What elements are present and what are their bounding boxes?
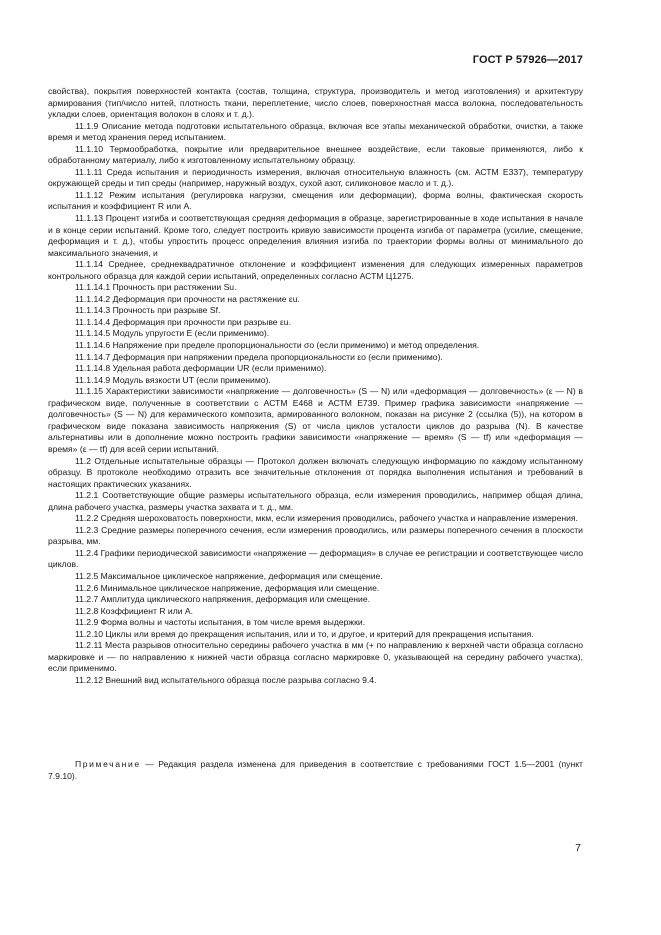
paragraph: 11.1.14.9 Модуль вязкости UT (если применимо).: [75, 374, 271, 385]
paragraph: 11.1.14.6 Напряжение при пределе пропорциональности σo (если применимо) и метод определения.: [75, 340, 480, 351]
paragraph: 11.1.10 Термообработка, покрытие или предварительное внешнее воздействие, если таковые применяются, либо к обработанному материалу, либо к изготовленному испытательному образцу.: [48, 143, 583, 166]
paragraph: 11.2.1 Соответствующие общие размеры испытательного образца, если измерения проводились, например общая длина, длина рабочего участка, размеры участка захвата и т. д., мм.: [48, 490, 583, 512]
main-text: [48, 86, 583, 686]
paragraph: 11.2.7 Амплитуда циклического напряжения, деформация или смещение.: [75, 594, 371, 605]
paragraph: 11.2.2 Средняя шероховатость поверхности, мкм, если измерения проводились, рабочего участка и направление измерения.: [75, 513, 578, 524]
note-text: — Редакция раздела изменена для приведения в соответствие с требованиями ГОСТ 1.5—2001 (пункт 7.9.10).: [48, 759, 583, 781]
paragraph: 11.1.13 Процент изгиба и соответствующая средняя деформация в образце, зарегистрированные в ходе испытания в начале и в конце серии испытаний. Кроме того, следует построить кривую зависимости процента изгиба от параметра (усилие, смещение, деформация и т. д.), чтобы упростить процесс определения влияния изгиба по траектории формы волны от минимального до максимального значения, и: [48, 213, 583, 258]
paragraph: свойства), покрытия поверхностей контакта (состав, толщина, структура, производитель и метод изготовления) и архитектуру армирования (тип/число нитей, плотность ткани, переплетение, число слоев, поверхностная масса волокна, последовательность укладки слоев, ориентация волокон в слоях и т. д.).: [48, 86, 583, 120]
paragraph: 11.2.8 Коэффициент R или A.: [75, 605, 194, 616]
paragraph: 11.1.14.7 Деформация при напряжении предела пропорциональности εo (если применимо).: [75, 351, 443, 362]
paragraph: 11.2.5 Максимальное циклическое напряжение, деформация или смещение.: [75, 570, 383, 581]
paragraph: 11.2 Отдельные испытательные образцы — Протокол должен включать следующую информацию по каждому испытанному образцу. В протоколе необходимо отразить все значительные отклонения от порядка выполнения испытания и требований в настоящих практических указаниях.: [48, 455, 583, 489]
paragraph: 11.1.14 Среднее, среднеквадратичное отклонение и коэффициент изменения для следующих измеренных параметров контрольного образца для каждой серии испытаний, определенных согласно АСТМ Ц1275.: [48, 259, 583, 281]
paragraph: 11.2.12 Внешний вид испытательного образца после разрыва согласно 9.4.: [75, 674, 377, 685]
paragraph: 11.1.14.2 Деформация при прочности на растяжение εu.: [75, 293, 300, 304]
paragraph: 11.1.14.1 Прочность при растяжении Su.: [75, 282, 237, 293]
paragraph: 11.2.11 Места разрывов относительно середины рабочего участка в мм (+ по направлению к верхней части образца согласно маркировке и — по направлению к нижней части образца согласно маркировке 0, указывающей на середину рабочего участка), если применимо.: [48, 640, 583, 674]
paragraph: 11.2.3 Средние размеры поперечного сечения, если измерения проводились, или размеры поперечного сечения в плоскости разрыва, мм.: [48, 524, 583, 547]
paragraph: 11.1.12 Режим испытания (регулировка нагрузки, смещения или деформации), форма волны, фактическая скорость испытания и коэффициент R или A.: [48, 189, 583, 212]
paragraph: 11.1.14.4 Деформация при прочности при разрыве εu.: [75, 316, 291, 327]
paragraph: 11.1.15 Характеристики зависимости «напряжение — долговечность» (S — N) или «деформация — долговечность» (ε — N) в графическом виде, полученные в соответствии с АСТМ Е468 и АСТМ Е739. Пример графика зависимости «напряжение — долговечность» (S — N) для керамического композита, армированного волокном, показан на рисунке 2 (ссылка (5)), на котором в графическом виде показана зависимость напряжения (S) от числа циклов усталости циклов до разрыва (N). В качестве альтернативы или в дополнение можно построить графики зависимости «напряжение — время» (S — tf) или «деформация — время» (ε — tf) для всей серии испытаний.: [48, 386, 583, 454]
page-number: 7: [575, 842, 581, 854]
paragraph: 11.2.6 Минимальное циклическое напряжение, деформация или смещение.: [75, 582, 380, 593]
paragraph: 11.1.11 Среда испытания и периодичность измерения, включая относительную влажность (см. АСТМ Е337), температуру окружающей среды и тип среды (например, наружный воздух, сухой азот, силиконовое масло и т. д.).: [48, 166, 583, 189]
paragraph: 11.2.10 Циклы или время до прекращения испытания, или и то, и другое, и критерий для прекращения испытания.: [75, 628, 534, 639]
paragraph: 11.2.9 Форма волны и частоты испытания, в том числе время выдержки.: [75, 617, 366, 628]
paragraph: 11.2.4 Графики периодической зависимости «напряжение — деформация» в случае ее регистрации и соответствующее число циклов.: [48, 547, 584, 570]
note-label: Примечание: [75, 759, 141, 769]
paragraph: 11.1.9 Описание метода подготовки испытательного образца, включая все этапы механической обработки, очистки, а также время и метод хранения перед испытанием.: [48, 120, 583, 143]
document-code: ГОСТ Р 57926—2017: [472, 54, 583, 66]
paragraph: 11.1.14.5 Модуль упругости E (если применимо).: [75, 328, 270, 339]
paragraph: 11.1.14.8 Удельная работа деформации UR (если применимо).: [75, 363, 327, 374]
editorial-note: [48, 759, 583, 782]
paragraph: 11.1.14.3 Прочность при разрыве Sf.: [75, 305, 221, 316]
